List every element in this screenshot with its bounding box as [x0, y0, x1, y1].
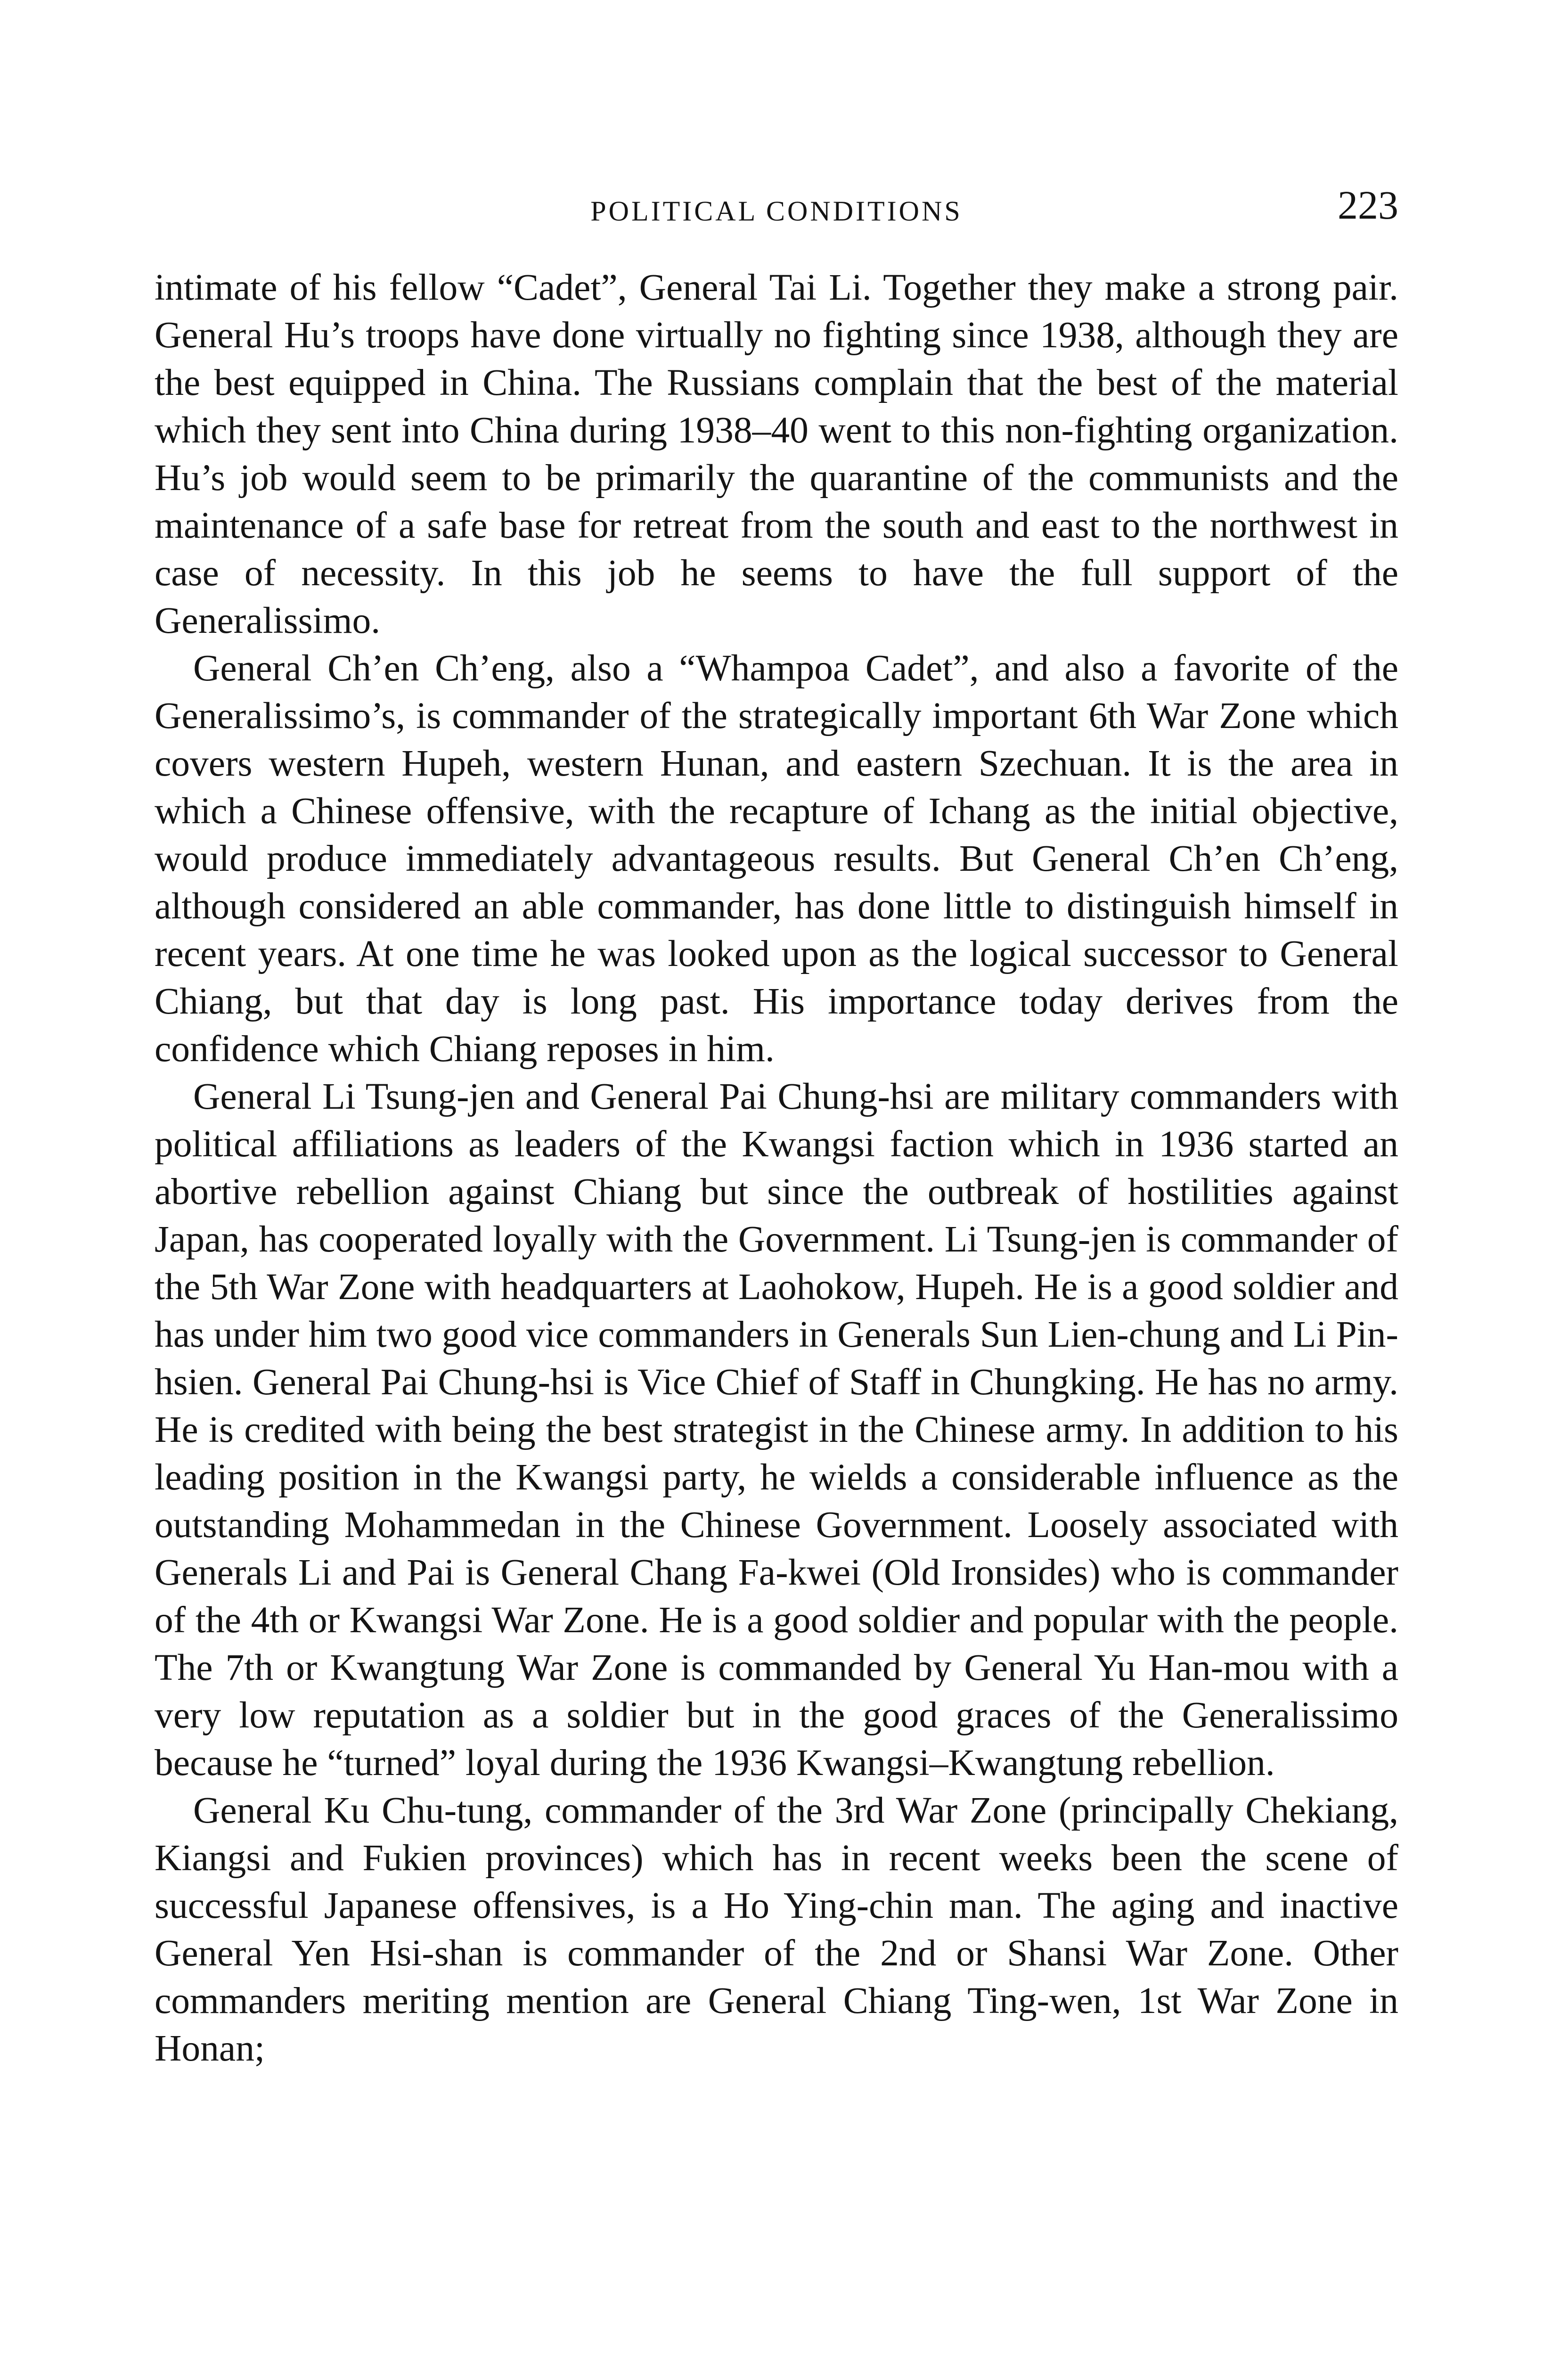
paragraph-ku-chu-tung: General Ku Chu-tung, commander of the 3rd War Zone (principally Chekiang, Kiangsi and Fukien provinces) which has in recent weeks been the scene of successful Japanese offensives, is a Ho Ying-chin man. The aging and inactive General Yen Hsi-shan is commander of the 2nd or Shansi War Zone. Other commanders meriting mention are General Chiang Ting-wen, 1st War Zone in Honan; — [155, 1790, 1398, 2069]
paragraph-continued: intimate of his fellow “Cadet”, General Tai Li. Together they make a strong pair. General Hu’s troops have done virtually no fighting since 1938, although they are the best equipped in China. The Russians complain that the best of the material which they sent into China during 1938–40 went to this non-fighting organization. Hu’s job would seem to be primarily the quarantine of the communists and the maintenance of a safe base for retreat from the south and east to the northwest in case of necessity. In this job he seems to have the full support of the Generalissimo. — [155, 267, 1398, 641]
body-text — [155, 264, 1398, 2072]
paragraph-li-tsung-jen: General Li Tsung-jen and General Pai Chung-hsi are military commanders with political affiliations as leaders of the Kwangsi faction which in 1936 started an abortive rebellion against Chiang but since the outbreak of hostilities against Japan, has cooperated loyally with the Government. Li Tsung-jen is commander of the 5th War Zone with headquarters at Laohokow, Hupeh. He is a good soldier and has under him two good vice commanders in Generals Sun Lien-chung and Li Pin-hsien. General Pai Chung-hsi is Vice Chief of Staff in Chungking. He has no army. He is credited with being the best strategist in the Chinese army. In addition to his leading position in the Kwangsi party, he wields a considerable influence as the outstanding Mohammedan in the Chinese Government. Loosely associated with Generals Li and Pai is General Chang Fa-kwei (Old Ironsides) who is commander of the 4th or Kwangsi War Zone. He is a good soldier and popular with the people. The 7th or Kwangtung War Zone is commanded by General Yu Han-mou with a very low reputation as a soldier but in the good graces of the Generalissimo because he “turned” loyal during the 1936 Kwangsi–Kwangtung rebellion. — [155, 1076, 1398, 1783]
page-number: 223 — [1338, 182, 1398, 228]
running-head — [155, 182, 1398, 241]
running-title: POLITICAL CONDITIONS — [590, 196, 963, 227]
paragraph-chen-cheng: General Ch’en Ch’eng, also a “Whampoa Cadet”, and also a favorite of the Generalissimo’s, is commander of the strategically important 6th War Zone which covers western Hupeh, western Hunan, and eastern Szechuan. It is the area in which a Chinese offensive, with the recapture of Ichang as the initial objective, would produce immediately advantageous results. But General Ch’en Ch’eng, although considered an able commander, has done little to distinguish himself in recent years. At one time he was looked upon as the logical successor to General Chiang, but that day is long past. His importance today derives from the confidence which Chiang reposes in him. — [155, 647, 1398, 1070]
